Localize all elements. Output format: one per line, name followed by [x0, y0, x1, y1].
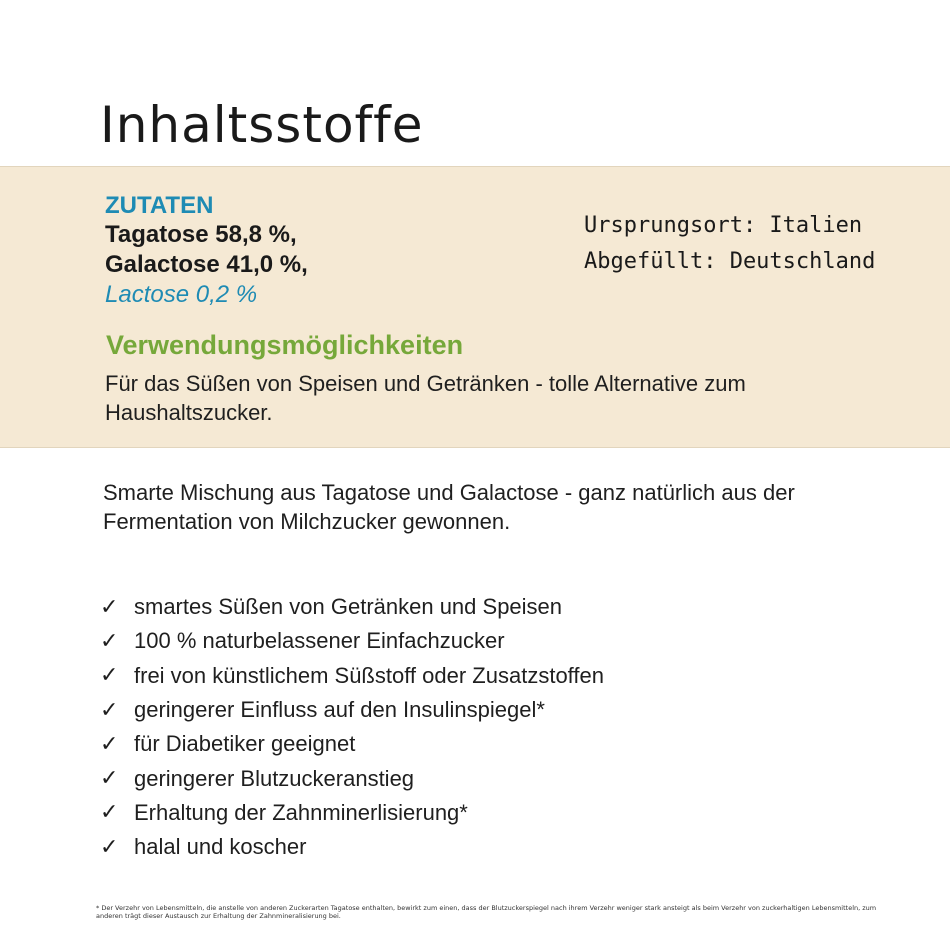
usage-heading: Verwendungsmöglichkeiten [106, 330, 464, 360]
feature-text: Erhaltung der Zahnminerlisierung* [134, 799, 468, 825]
feature-list [100, 590, 604, 864]
feature-text: für Diabetiker geeignet [134, 731, 356, 757]
list-item [100, 796, 604, 830]
origin-block [584, 208, 875, 280]
list-item [100, 590, 604, 624]
list-item [100, 727, 604, 761]
usage-text: Für das Süßen von Speisen und Getränken - tolle Alternative zum Haushaltszucker. [105, 371, 746, 425]
list-item [100, 761, 604, 795]
footnote: * Der Verzehr von Lebensmitteln, die anstelle von anderen Zuckerarten Tagatose enthalten, bewirkt zum einen, dass der Blutzuckerspiegel nach ihrem Verzehr weniger stark ansteigt als beim Verzehr von zuckerhaltigen Lebensmitteln, zum anderen trägt dieser Austausch zur Erhaltung der Zahnmineralisierung bei. [96, 904, 877, 920]
check-icon: ✓ [100, 697, 119, 723]
list-item [100, 830, 604, 864]
ingredient-lactose: Lactose 0,2 % [105, 281, 258, 308]
check-icon: ✓ [100, 594, 119, 620]
list-item [100, 693, 604, 727]
page-title: Inhaltsstoffe [100, 96, 424, 154]
feature-text: halal und koscher [134, 834, 307, 860]
list-item [100, 624, 604, 658]
feature-text: 100 % naturbelassener Einfachzucker [134, 628, 505, 654]
origin-country: Ursprungsort: Italien [584, 213, 863, 238]
ingredients-heading: ZUTATEN [105, 192, 214, 219]
intro-text: Smarte Mischung aus Tagatose und Galactose - ganz natürlich aus der Fermentation von Milchzucker gewonnen. [103, 480, 795, 534]
check-icon: ✓ [100, 628, 119, 654]
ingredients-block [105, 192, 308, 310]
check-icon: ✓ [100, 766, 119, 792]
list-item [100, 659, 604, 693]
check-icon: ✓ [100, 731, 119, 757]
check-icon: ✓ [100, 834, 119, 860]
ingredient-galactose: Galactose 41,0 %, [105, 251, 308, 278]
bottled-country: Abgefüllt: Deutschland [584, 249, 876, 274]
feature-text: frei von künstlichem Süßstoff oder Zusatzstoffen [134, 662, 604, 688]
ingredient-tagatose: Tagatose 58,8 %, [105, 221, 297, 248]
feature-text: geringerer Blutzuckeranstieg [134, 765, 415, 791]
check-icon: ✓ [100, 800, 119, 826]
check-icon: ✓ [100, 663, 119, 689]
feature-text: smartes Süßen von Getränken und Speisen [134, 594, 563, 620]
feature-text: geringerer Einfluss auf den Insulinspiegel* [134, 697, 545, 723]
